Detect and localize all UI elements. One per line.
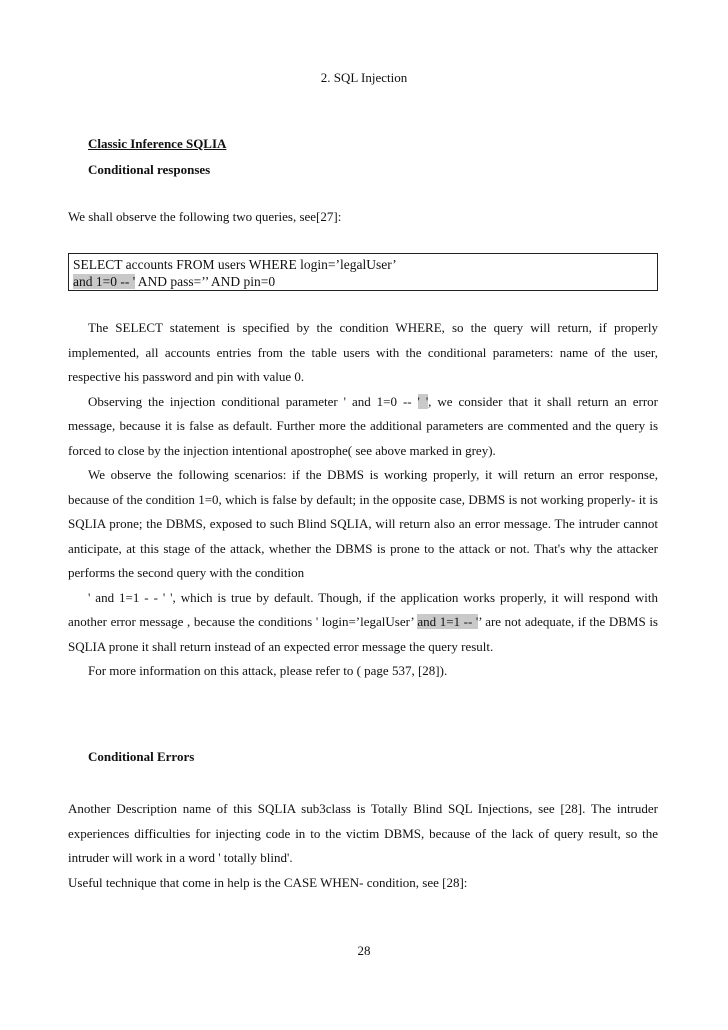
page-number: 28 xyxy=(357,943,371,958)
paragraph-3: We observe the following scenarios: if the DBMS is working properly, it will return an error response, because of the condition 1=0, which is false by default; in the opposite case, DBMS is not working properly- it is SQLIA prone; the DBMS, exposed to such Blind SQLIA, will return also an error message. The intruder cannot anticipate, at this stage of the attack, whether the DBMS is prone to the attack or not. That's why the attacker performs the second query with the condition xyxy=(68,467,658,580)
code-line-2-rest: AND pass=’’ AND pin=0 xyxy=(135,274,276,289)
intro-paragraph: We shall observe the following two queries, see[27]: xyxy=(68,209,342,224)
paragraph-4-text-b: ’ are not adequate, if the DBMS is SQLIA prone it shall return instead of an expected error message the query result. xyxy=(68,614,658,654)
paragraph-4 xyxy=(68,586,658,660)
paragraph-5: For more information on this attack, please refer to ( page 537, [28]). xyxy=(88,663,448,678)
paragraph-2-highlight: ' ' xyxy=(417,393,429,409)
conditional-errors-paragraph-2: Useful technique that come in help is the CASE WHEN- condition, see [28]: xyxy=(68,874,468,890)
paragraph-4-highlight: and 1=1 -- ' xyxy=(417,614,479,629)
subsection-heading: Conditional responses xyxy=(88,162,211,177)
paragraph-4-text-a: ' and 1=1 - - ' ', which is true by default. Though, if the application works properly, it will respond with another error message , because the conditions ' login=’legalUser’ xyxy=(68,589,658,629)
section-heading: Classic Inference SQLIA xyxy=(88,136,227,151)
paragraph-2 xyxy=(68,390,658,464)
conditional-errors-heading: Conditional Errors xyxy=(88,749,195,764)
paragraph-2-text-b: , we consider that it shall return an error message, because it is false as default. Further more the additional parameters are commented and the query is forced to close by the injection intentional apostrophe( see above marked in grey). xyxy=(68,393,658,458)
code-line-2 xyxy=(73,273,653,290)
running-header: 2. SQL Injection xyxy=(320,70,408,85)
code-highlight: and 1=0 -- ' xyxy=(73,274,136,289)
code-line-1: SELECT accounts FROM users WHERE login=’legalUser’ xyxy=(73,257,397,272)
conditional-errors-text xyxy=(68,797,658,895)
paragraph-2-text-a: Observing the injection conditional parameter ' and 1=0 -- xyxy=(88,393,418,409)
conditional-errors-paragraph-1: Another Description name of this SQLIA sub3class is Totally Blind SQL Injections, see [28]. The intruder experiences difficulties for injecting code in to the victim DBMS, because of the lack of query result, so the intruder will work in a word ' totally blind'. xyxy=(68,801,658,865)
paragraph-1: The SELECT statement is specified by the condition WHERE, so the query will return, if properly implemented, all accounts entries from the table users with the conditional parameters: name of the user, respective his password and pin with value 0. xyxy=(68,320,658,384)
body-text xyxy=(68,316,658,684)
sql-code-box xyxy=(68,253,658,291)
